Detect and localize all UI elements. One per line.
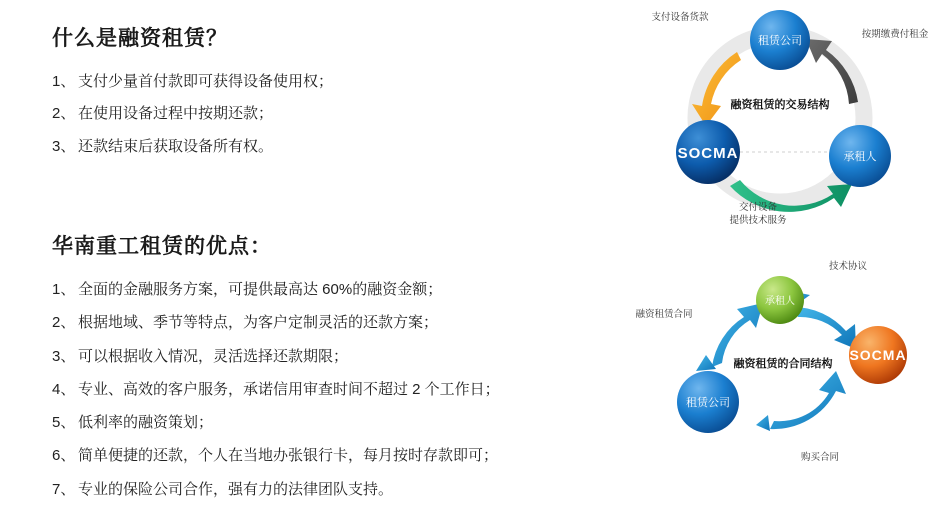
list-item-number: 6、 bbox=[52, 447, 76, 465]
node-lessor-contract bbox=[677, 371, 739, 433]
list-item-number: 3、 bbox=[52, 137, 76, 155]
diagram-top-center-title: 融资租赁的交易结构 bbox=[730, 99, 830, 111]
node-lessee bbox=[829, 125, 891, 187]
list-item-label: 低利率的融资策划； bbox=[78, 414, 214, 431]
list-item bbox=[52, 378, 500, 401]
annotation-purchase-contract: 购买合同 bbox=[800, 452, 840, 463]
arrow-purchase-contract bbox=[756, 371, 846, 431]
node-lessee-label: 承租人 bbox=[843, 151, 877, 163]
list-item-label: 简单便捷的还款，个人在当地办张银行卡，每月按时存款即可； bbox=[78, 447, 499, 465]
list-item bbox=[52, 345, 500, 368]
node-vendor bbox=[676, 120, 740, 184]
node-lessor bbox=[750, 10, 810, 70]
section-what-is-financial-leasing bbox=[52, 22, 333, 167]
annotation-lease-contract: 融资租赁合同 bbox=[635, 309, 693, 320]
list-item-label: 还款结束后获取设备所有权。 bbox=[78, 137, 274, 155]
list-item-number: 5、 bbox=[52, 414, 76, 431]
list-what-is-financial-leasing bbox=[52, 70, 333, 158]
node-vendor-contract-label: SOCMA bbox=[849, 347, 907, 363]
list-item-number: 2、 bbox=[52, 105, 76, 123]
annotation-pay-rent: 按期缴费付租金 bbox=[861, 29, 929, 40]
list-advantages bbox=[52, 278, 500, 501]
list-item bbox=[52, 70, 333, 93]
node-vendor-contract bbox=[849, 326, 907, 384]
diagram-transaction-structure bbox=[620, 0, 940, 240]
node-vendor-label: SOCMA bbox=[677, 145, 739, 162]
list-item bbox=[52, 411, 500, 434]
list-item-label: 专业的保险公司合作，强有力的法律团队支持。 bbox=[78, 480, 394, 498]
node-lessor-contract-label: 租赁公司 bbox=[686, 397, 730, 409]
list-item-number: 2、 bbox=[52, 314, 76, 332]
list-item bbox=[52, 444, 500, 467]
list-item-number: 7、 bbox=[52, 480, 76, 498]
section-advantages bbox=[52, 230, 500, 511]
list-item-label: 全面的金融服务方案，可提供最高达 60%的融资金额； bbox=[78, 281, 443, 298]
list-item-label: 可以根据收入情况，灵活选择还款期限； bbox=[78, 347, 349, 365]
list-item-label: 在使用设备过程中按期还款； bbox=[78, 105, 274, 123]
node-lessee-contract bbox=[756, 276, 804, 324]
annotation-tech-agreement: 技术协议 bbox=[828, 261, 868, 272]
node-lessee-contract-label: 承租人 bbox=[765, 296, 795, 307]
diagram-bottom-center-title: 融资租赁的合同结构 bbox=[733, 358, 833, 370]
list-item-number: 1、 bbox=[52, 281, 76, 298]
list-item bbox=[52, 135, 333, 158]
section-title-advantages: 华南重工租赁的优点： bbox=[52, 235, 272, 258]
node-lessor-label: 租赁公司 bbox=[758, 35, 802, 47]
annotation-provide-tech-service: 提供技术服务 bbox=[729, 215, 787, 226]
page-title: 什么是融资租赁？ bbox=[52, 27, 228, 50]
list-item-label: 支付少量首付款即可获得设备使用权； bbox=[78, 73, 334, 90]
list-item bbox=[52, 102, 333, 125]
list-item bbox=[52, 278, 500, 301]
diagram-contract-structure bbox=[620, 245, 940, 475]
list-item-label: 根据地域、季节等特点，为客户定制灵活的还款方案； bbox=[78, 314, 439, 332]
list-item bbox=[52, 478, 500, 501]
list-item-number: 1、 bbox=[52, 73, 76, 90]
annotation-deliver-equipment: 交付设备 bbox=[738, 202, 778, 213]
list-item-number: 3、 bbox=[52, 347, 76, 365]
diagrams-column bbox=[620, 0, 940, 475]
list-item bbox=[52, 311, 500, 334]
list-item-label: 专业、高效的客户服务，承诺信用审查时间不超过 2 个工作日； bbox=[78, 380, 500, 398]
annotation-pay-equipment-money: 支付设备货款 bbox=[651, 12, 709, 23]
list-item-number: 4、 bbox=[52, 380, 76, 398]
